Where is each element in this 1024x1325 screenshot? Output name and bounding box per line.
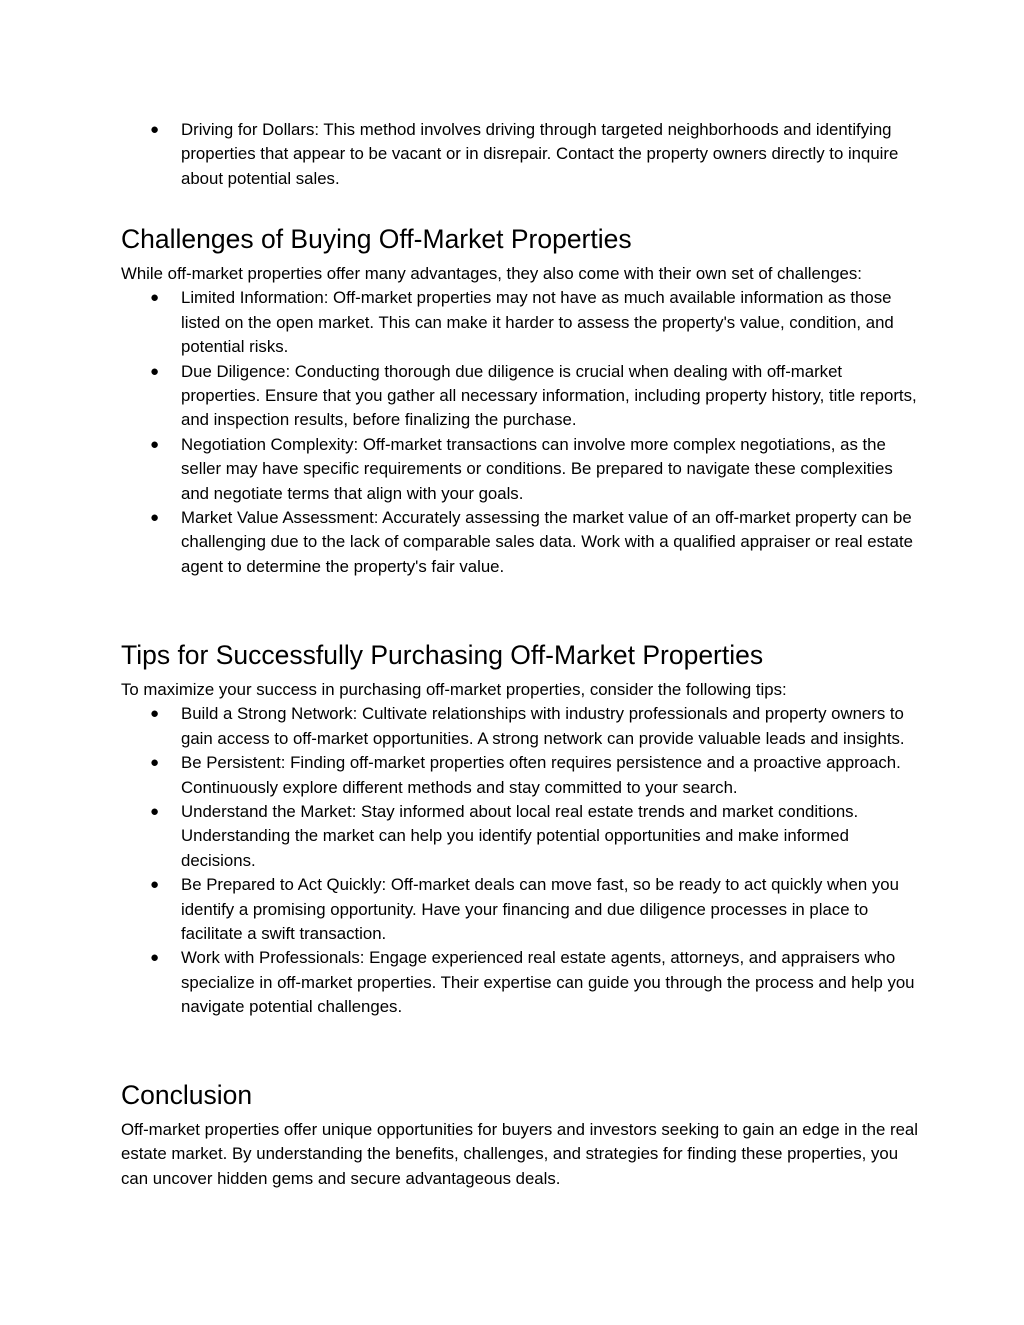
list-item [121, 873, 921, 946]
conclusion-heading: Conclusion [121, 1080, 253, 1110]
challenges-intro: While off-market properties offer many advantages, they also come with their own set of challenges: [121, 264, 862, 283]
conclusion-text: Off-market properties offer unique opportunities for buyers and investors seeking to gain an edge in the real estate market. By understanding the benefits, challenges, and strategies for finding these properties, you can uncover hidden gems and secure advantageous deals. [121, 1120, 918, 1188]
bullet-icon: ● [150, 435, 160, 453]
list-item-text: Due Diligence: Conducting thorough due diligence is crucial when dealing with off-market properties. Ensure that you gather all necessary information, including property history, title reports, and inspection results, before finalizing the purchase. [181, 361, 917, 430]
list-item [121, 433, 921, 506]
list-item-text: Work with Professionals: Engage experienced real estate agents, attorneys, and appraisers who specialize in off-market properties. Their expertise can guide you through the process and help you navigate potential challenges. [181, 948, 915, 1017]
tips-heading: Tips for Successfully Purchasing Off-Market Properties [121, 640, 764, 670]
bullet-icon: ● [150, 121, 160, 138]
challenges-list [121, 286, 921, 579]
list-item [121, 286, 921, 359]
list-item [121, 946, 921, 1019]
tips-section [121, 638, 921, 1020]
challenges-section [121, 222, 921, 579]
list-item [121, 506, 921, 579]
list-item [121, 751, 921, 800]
list-item-text: Build a Strong Network: Cultivate relationships with industry professionals and property owners to gain access to off-market opportunities. A strong network can provide valuable leads and insights. [181, 704, 905, 748]
list-item-text: Driving for Dollars: This method involves driving through targeted neighborhoods and identifying properties that appear to be vacant or in disrepair. Contact the property owners directly to inquire about potential sales. [181, 120, 899, 188]
list-item [121, 800, 921, 873]
list-item-text: Limited Information: Off-market properties may not have as much available information as those listed on the open market. This can make it harder to assess the property's value, condition, and potential risks. [181, 288, 894, 357]
list-item-text: Be Persistent: Finding off-market properties often requires persistence and a proactive approach. Continuously explore different methods and stay committed to your search. [181, 753, 901, 797]
bullet-icon: ● [150, 509, 160, 527]
bullet-icon: ● [150, 362, 160, 380]
list-item [121, 702, 921, 751]
bullet-icon: ● [150, 289, 160, 307]
bullet-icon: ● [150, 876, 160, 894]
challenges-heading: Challenges of Buying Off-Market Properties [121, 224, 632, 254]
list-item-text: Understand the Market: Stay informed about local real estate trends and market conditions. Understanding the market can help you identify potential opportunities and make informed decisions. [181, 802, 859, 870]
bullet-icon: ● [150, 705, 160, 723]
tips-intro: To maximize your success in purchasing off-market properties, consider the following tips: [121, 680, 787, 699]
list-item [121, 118, 921, 191]
list-item [121, 360, 921, 433]
intro-bullet-list [121, 118, 921, 191]
conclusion-section [121, 1078, 921, 1191]
list-item-text: Market Value Assessment: Accurately assessing the market value of an off-market property can be challenging due to the lack of comparable sales data. Work with a qualified appraiser or real estate agent to determine the property's fair value. [181, 508, 913, 576]
bullet-icon: ● [150, 803, 160, 821]
list-item-text: Negotiation Complexity: Off-market transactions can involve more complex negotiations, as the seller may have specific requirements or conditions. Be prepared to navigate these complexities and negotiate terms that align with your goals. [181, 434, 893, 503]
bullet-icon: ● [150, 754, 160, 772]
list-item-text: Be Prepared to Act Quickly: Off-market deals can move fast, so be ready to act quickly when you identify a promising opportunity. Have your financing and due diligence processes in place to facilitate a swift transaction. [181, 875, 899, 944]
tips-list [121, 702, 921, 1019]
bullet-icon: ● [150, 949, 160, 967]
